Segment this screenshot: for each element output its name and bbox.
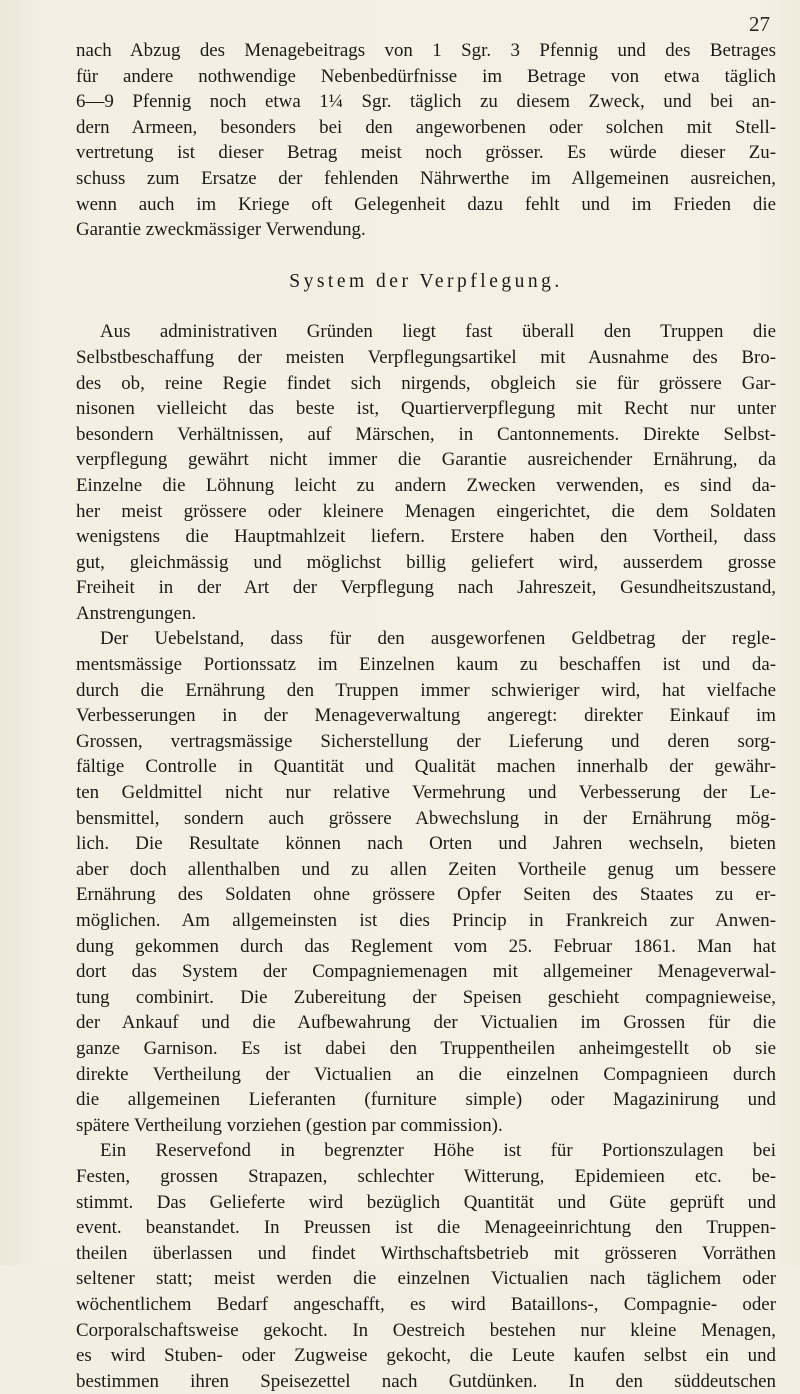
text-line: der Ankauf und die Aufbewahrung der Victualien im Grossen für die — [76, 1012, 776, 1034]
text-line: wenn auch im Kriege oft Gelegenheit dazu fehlt und im Frieden die — [76, 193, 776, 215]
text-line: mentsmässige Portionssatz im Einzelnen kaum zu beschaffen ist und da- — [76, 654, 776, 676]
text-line: tung combinirt. Die Zubereitung der Speisen geschieht compagnieweise, — [76, 986, 776, 1008]
text-line: dern Armeen, besonders bei den angeworbenen oder solchen mit Stell- — [76, 116, 776, 138]
text-line: fältige Controlle in Quantität und Qualität machen innerhalb der gewähr- — [76, 756, 776, 778]
text-line: Verbesserungen in der Menageverwaltung angeregt: direkter Einkauf im — [76, 705, 776, 727]
text-line: spätere Vertheilung vorziehen (gestion par commission). — [76, 1114, 503, 1136]
text-line: theilen überlassen und findet Wirthschaftsbetrieb mit grösseren Vorräthen — [76, 1242, 776, 1264]
section-heading: System der Verpflegung. — [289, 270, 563, 292]
text-line: bestimmen ihren Speisezettel nach Gutdünken. In den süddeutschen — [76, 1370, 776, 1392]
text-line: Aus administrativen Gründen liegt fast überall den Truppen die — [100, 321, 776, 343]
text-line: wenigstens die Hauptmahlzeit liefern. Erstere haben den Vortheil, dass — [76, 526, 776, 548]
text-line: des ob, reine Regie findet sich nirgends, obgleich sie für grössere Gar- — [76, 372, 776, 394]
text-line: Freiheit in der Art der Verpflegung nach Jahreszeit, Gesundheitszustand, — [76, 577, 776, 599]
paragraph-1 — [76, 38, 776, 243]
text-line: aber doch allenthalben und zu allen Zeiten Vortheile genug um bessere — [76, 858, 776, 880]
text-line: gut, gleichmässig und möglichst billig geliefert wird, ausserdem grosse — [76, 551, 776, 573]
text-line: wöchentlichem Bedarf angeschafft, es wird Bataillons-, Compagnie- oder — [76, 1293, 776, 1315]
text-line: verpflegung gewährt nicht immer die Garantie ausreichender Ernährung, da — [76, 449, 776, 471]
text-line: bensmittel, sondern auch grössere Abwechslung in der Ernährung mög- — [76, 807, 776, 829]
text-line: ten Geldmittel nicht nur relative Vermehrung und Verbesserung der Le- — [76, 782, 776, 804]
text-line: vertretung ist dieser Betrag meist noch grösser. Es würde dieser Zu- — [76, 142, 776, 164]
text-line: es wird Stuben- oder Zugweise gekocht, die Leute kaufen selbst ein und — [76, 1345, 776, 1367]
paragraph-4 — [76, 1138, 776, 1394]
text-line: möglichen. Am allgemeinsten ist dies Princip in Frankreich zur Anwen- — [76, 910, 776, 931]
text-line: dort das System der Compagniemenagen mit allgemeiner Menageverwal- — [76, 961, 776, 983]
paragraph-2 — [76, 319, 776, 626]
text-line: Grossen, vertragsmässige Sicherstellung der Lieferung und deren sorg- — [76, 730, 776, 752]
paragraph-3 — [76, 626, 776, 1138]
text-line: ganze Garnison. Es ist dabei den Truppentheilen anheimgestellt ob sie — [76, 1037, 776, 1059]
body-text — [76, 38, 776, 1394]
text-line: dung gekommen durch das Reglement vom 25. Februar 1861. Man hat — [76, 935, 776, 957]
text-line: 6—9 Pfennig noch etwa 1¼ Sgr. täglich zu diesem Zweck, und bei an- — [76, 91, 776, 113]
text-line: schuss zum Ersatze der fehlenden Nährwerthe im Allgemeinen ausreichen, — [76, 167, 776, 189]
text-line: Einzelne die Löhnung leicht zu andern Zwecken verwenden, es sind da- — [76, 474, 776, 496]
text-line: nisonen vielleicht das beste ist, Quartierverpflegung mit Recht nur unter — [76, 398, 776, 420]
text-line: Corporalschaftsweise gekocht. In Oestreich bestehen nur kleine Menagen, — [76, 1319, 776, 1341]
text-line: Anstrengungen. — [76, 602, 197, 624]
text-line: lich. Die Resultate können nach Orten und Jahren wechseln, bieten — [76, 833, 776, 855]
text-line: Festen, grossen Strapazen, schlechter Witterung, Epidemieen etc. be- — [76, 1165, 776, 1187]
text-line: die allgemeinen Lieferanten (furniture simple) oder Magazinirung und — [76, 1089, 776, 1111]
text-line: Der Uebelstand, dass für den ausgeworfenen Geldbetrag der regle- — [100, 628, 776, 650]
text-line: Selbstbeschaffung der meisten Verpflegungsartikel mit Ausnahme des Bro- — [76, 346, 776, 368]
text-line: stimmt. Das Gelieferte wird bezüglich Quantität und Güte geprüft und — [76, 1191, 776, 1213]
text-line: besondern Verhältnissen, auf Märschen, in Cantonnements. Direkte Selbst- — [76, 423, 776, 445]
text-line: durch die Ernährung den Truppen immer schwieriger wird, hat vielfache — [76, 679, 776, 701]
text-line: Ein Reservefond in begrenzter Höhe ist für Portionszulagen bei — [100, 1140, 776, 1162]
page-number: 27 — [749, 12, 770, 36]
text-line: direkte Vertheilung der Victualien an die einzelnen Compagnieen durch — [76, 1063, 776, 1085]
text-line: seltener statt; meist werden die einzelnen Victualien nach täglichem oder — [76, 1268, 776, 1290]
text-line: Ernährung des Soldaten ohne grössere Opfer Seiten des Staates zu er- — [76, 884, 776, 906]
text-line: event. beanstandet. In Preussen ist die Menageeinrichtung den Truppen- — [76, 1217, 776, 1239]
text-line: her meist grössere oder kleinere Menagen eingerichtet, die dem Soldaten — [76, 500, 776, 522]
text-line: Garantie zweckmässiger Verwendung. — [76, 219, 366, 241]
text-line: für andere nothwendige Nebenbedürfnisse im Betrage von etwa täglich — [76, 65, 776, 87]
text-line: nach Abzug des Menagebeitrags von 1 Sgr. 3 Pfennig und des Betrages — [76, 40, 776, 61]
